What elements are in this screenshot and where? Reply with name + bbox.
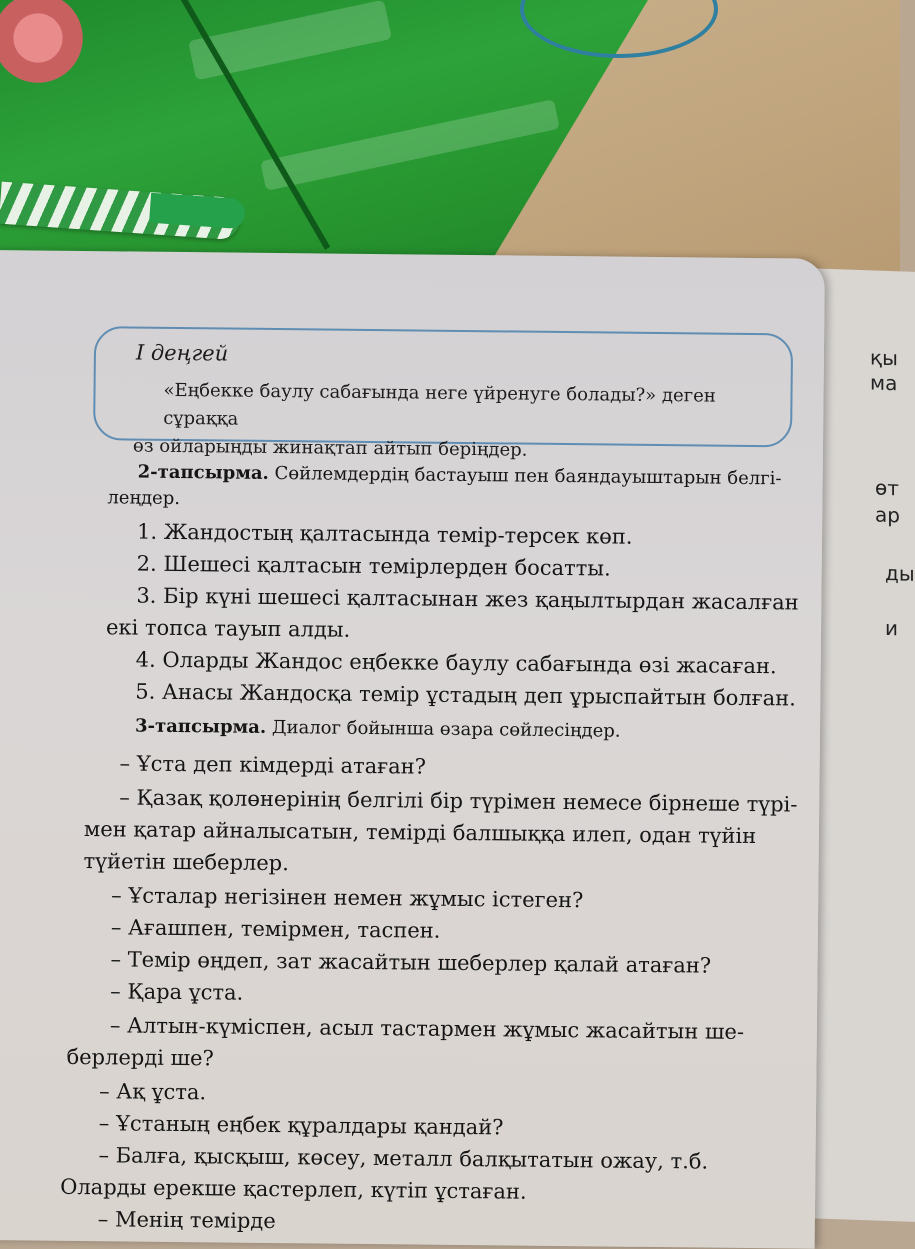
dialog-line: – Ұсталар негізінен немен жұмыс істеген? — [111, 883, 584, 913]
level-question-line: «Еңбекке баулу сабағында неге үйренуге болады?» деген сұраққа — [163, 379, 716, 430]
sentence-line: 4. Оларды Жандос еңбекке баулу сабағында өзі жасаған. — [135, 647, 777, 679]
task3-heading — [135, 716, 621, 742]
dialog-line: – Қара ұста. — [110, 979, 244, 1005]
next-page-text: ар — [875, 502, 900, 528]
sentence-line: 3. Бір күні шешесі қалтасынан жез қаңылтырдан жасалған — [136, 583, 799, 615]
sentence-line: 2. Шешесі қалтасын темірлерден босатты. — [136, 551, 611, 581]
next-page-text: қы — [870, 345, 898, 371]
task2-instruction-cont: леңдер. — [107, 487, 181, 510]
task2-title: 2-тапсырма. — [137, 461, 269, 484]
sentence-line: 1. Жандостың қалтасында темір-терсек көп. — [136, 519, 633, 549]
dialog-line: мен қатар айналысатын, темірді балшыққа илеп, одан түйін — [83, 817, 757, 849]
level-box — [93, 326, 793, 461]
dialog-line: – Алтын-күміспен, асыл тастармен жұмыс жасайтын ше- — [109, 1013, 745, 1044]
task2-instruction: Сөйлемдердің бастауыш пен баяндауыштарын белгі- — [274, 462, 782, 490]
book-page — [0, 250, 825, 1249]
next-page-text: ды — [885, 560, 915, 586]
task3-instruction: Диалог бойынша өзара сөйлесіңдер. — [271, 716, 621, 742]
dialog-line: – Ағашпен, темірмен, таспен. — [110, 915, 441, 943]
next-page-text: ма — [870, 370, 898, 396]
dialog-line: – Ақ ұста. — [99, 1079, 207, 1105]
dialog-line: – Темір өңдеп, зат жасайтын шеберлер қалай атаған? — [110, 947, 712, 978]
dialog-line: берлерді ше? — [66, 1044, 214, 1071]
task3-title: 3-тапсырма. — [134, 715, 267, 738]
dialog-line: – Ұста деп кімдерді атаған? — [119, 751, 427, 779]
flower-decoration — [0, 0, 95, 95]
level-question-line: өз ойларыңды жинақтап айтып беріңдер. — [132, 435, 528, 461]
level-question — [133, 377, 774, 468]
dialog-line: – Балға, қысқыш, көсеу, металл балқытатын ожау, т.б. — [98, 1143, 709, 1174]
dialog-line: түйетін шеберлер. — [83, 849, 289, 876]
dialog-line: – Ұстаның еңбек құралдары қандай? — [98, 1111, 504, 1140]
dialog-line: Оларды ерекше қастерлеп, күтіп ұстаған. — [60, 1174, 527, 1204]
level-title: І деңгей — [135, 340, 229, 366]
sentence-line: екі топса тауып алды. — [105, 615, 351, 642]
next-page-text: и — [885, 615, 898, 641]
sentence-line: 5. Анасы Жандосқа темір ұстадың деп ұрыспайтын болған. — [135, 679, 797, 711]
next-page-text: өт — [875, 475, 899, 501]
dialog-line: – Менің темірде — [97, 1207, 276, 1234]
dialog-line: – Қазақ қолөнерінің белгілі бір түрімен немесе бірнеше түрі- — [119, 785, 798, 817]
